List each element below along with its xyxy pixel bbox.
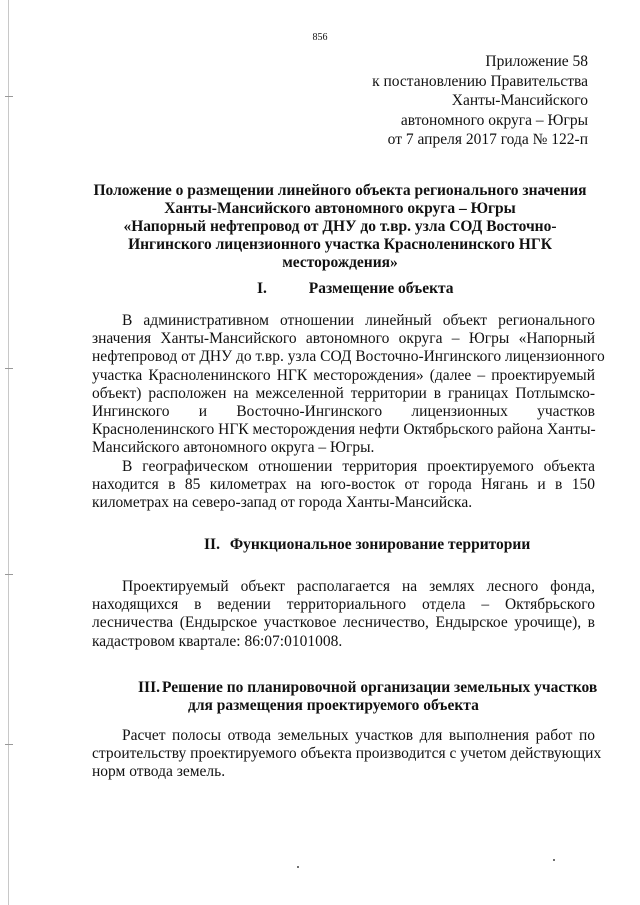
paragraph-line: значения Ханты-Мансийского автономного округа – Югры «Напорный (92, 330, 595, 348)
paragraph-line: находящихся в ведении территориального отдела – Октябрьского (92, 596, 595, 614)
appendix-block (372, 52, 588, 150)
scan-mark (5, 368, 13, 369)
appendix-line: Приложение 58 (485, 53, 588, 70)
document-title (70, 182, 610, 272)
title-line: «Напорный нефтепровод от ДНУ до т.вр. узла СОД Восточно- (123, 218, 557, 235)
paragraph-line: В административном отношении линейный объект регионального (122, 312, 595, 329)
scan-mark (5, 744, 13, 745)
paragraph-line: Расчет полосы отвода земельных участков для выполнения работ по (122, 727, 595, 744)
title-line: Ингинского лицензионного участка Красноленинского НГК (128, 236, 552, 253)
section-3-paragraph-1 (92, 727, 602, 782)
section-2-heading (204, 536, 530, 554)
appendix-line: к постановлению Правительства (372, 72, 588, 90)
scan-mark (5, 574, 13, 575)
section-2-number: II. (204, 536, 220, 553)
paragraph-line: нефтепровод от ДНУ до т.вр. узла СОД Восточно-Ингинского лицензионного (92, 348, 605, 366)
section-3-number: III. (138, 679, 160, 696)
section-3-heading (138, 679, 597, 697)
paragraph-line: кадастровом квартале: 86:07:0101008. (92, 632, 343, 650)
paragraph-line: В географическом отношении территория проектируемого объекта (122, 458, 595, 475)
section-2-title: Функциональное зонирование территории (229, 536, 531, 553)
paragraph-line: объект) расположен на межселенной территории в границах Потлымско- (92, 384, 595, 402)
scan-speck (297, 866, 299, 868)
section-1-title: Размещение объекта (308, 280, 454, 297)
section-1-paragraph-2 (92, 458, 595, 513)
paragraph-line: Ингинского и Восточно-Ингинского лицензионных участков (92, 403, 595, 421)
title-line: месторождения» (282, 254, 398, 271)
paragraph-line: Красноленинского НГК месторождения нефти Октябрьского района Ханты- (92, 421, 596, 439)
paragraph-line: Мансийского автономного округа – Югры. (92, 439, 375, 457)
paragraph-line: норм отвода земель. (92, 763, 226, 781)
paragraph-line: строительству проектируемого объекта производится с учетом действующих (92, 745, 602, 763)
section-1-heading (257, 280, 454, 298)
appendix-line: от 7 апреля 2017 года № 122-п (387, 131, 588, 148)
scan-speck (553, 859, 555, 861)
scan-mark (5, 96, 13, 97)
title-line: Положение о размещении линейного объекта регионального значения (93, 182, 587, 199)
paragraph-line: Проектируемый объект располагается на землях лесного фонда, (122, 578, 595, 595)
section-1-number: I. (257, 280, 267, 297)
paragraph-line: лесничества (Ендырское участковое лесничество, Ендырское урочище), в (92, 614, 595, 632)
page-number: 856 (312, 32, 328, 43)
appendix-line: автономного округа – Югры (400, 111, 588, 129)
paragraph-line: находится в 85 километрах на юго-восток от города Нягань и в 150 (92, 476, 595, 494)
paragraph-line: участка Красноленинского НГК месторождения» (далее – проектируемый (92, 366, 595, 384)
title-line: Ханты-Мансийского автономного округа – Югры (164, 200, 516, 217)
section-1-paragraph-1 (92, 312, 605, 458)
section-3-title-line-1: Решение по планировочной организации земельных участков (161, 679, 598, 696)
paragraph-line: километрах на северо-запад от города Ханты-Мансийска. (92, 494, 473, 512)
appendix-line: Ханты-Мансийского (451, 92, 588, 109)
binding-edge-line (8, 0, 9, 905)
section-2-paragraph-1 (92, 578, 595, 651)
section-3-title-line-2: для размещения проектируемого объекта (188, 697, 479, 714)
